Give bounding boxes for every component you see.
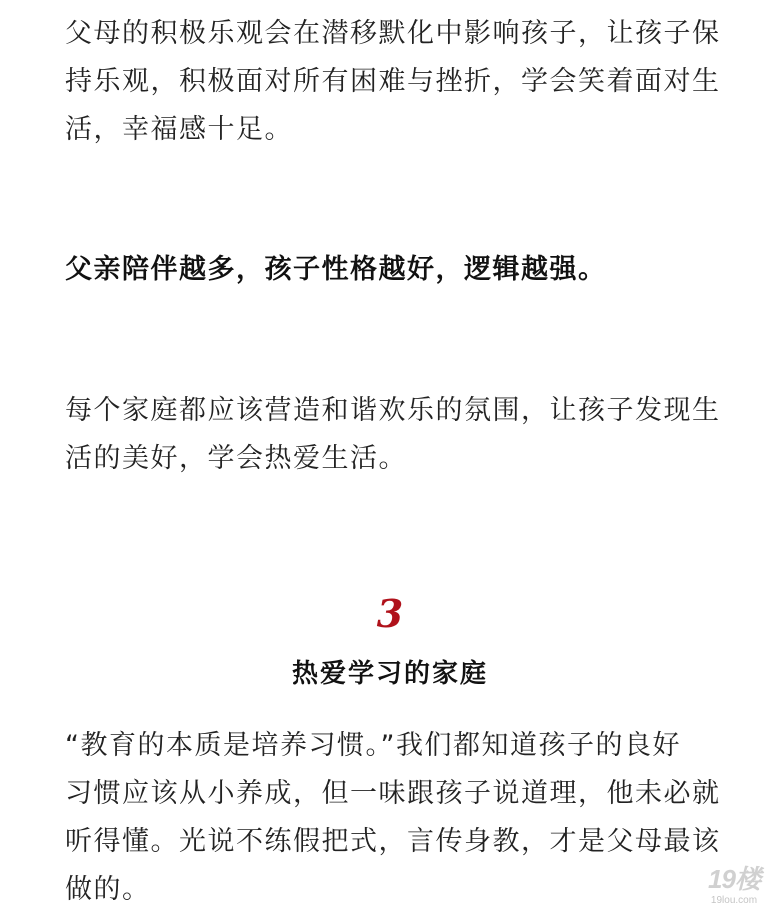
- paragraph-line: 父亲陪伴越多，孩子性格越好，逻辑越强。: [65, 254, 607, 285]
- paragraph-line: 每个家庭都应该营造和谐欢乐的氛围，让孩子发现生: [65, 395, 721, 426]
- paragraph-father-companionship: [65, 246, 735, 294]
- paragraph-line: 活的美好，学会热爱生活。: [65, 443, 407, 474]
- watermark-logo-text: 19楼: [708, 864, 760, 894]
- paragraph-line: 听得懂。光说不练假把式，言传身教，才是父母最该: [65, 826, 721, 857]
- paragraph-optimism: [65, 10, 735, 154]
- section-number: 3: [376, 591, 404, 636]
- paragraph-learning-habits: [65, 722, 735, 914]
- paragraph-harmony: [65, 387, 735, 483]
- watermark-domain: 19lou.com: [710, 895, 758, 906]
- paragraph-line: 父母的积极乐观会在潜移默化中影响孩子，让孩子保: [65, 18, 721, 49]
- paragraph-line: 持乐观，积极面对所有困难与挫折，学会笑着面对生: [65, 66, 721, 97]
- paragraph-line: 做的。: [65, 874, 151, 905]
- paragraph-line: “教育的本质是培养习惯。”我们都知道孩子的良好: [65, 730, 681, 761]
- section-title: 热爱学习的家庭: [291, 659, 488, 689]
- paragraph-line: 习惯应该从小养成，但一味跟孩子说道理，他未必就: [65, 778, 721, 809]
- paragraph-line: 活，幸福感十足。: [65, 114, 293, 145]
- watermark-logo: [698, 862, 770, 910]
